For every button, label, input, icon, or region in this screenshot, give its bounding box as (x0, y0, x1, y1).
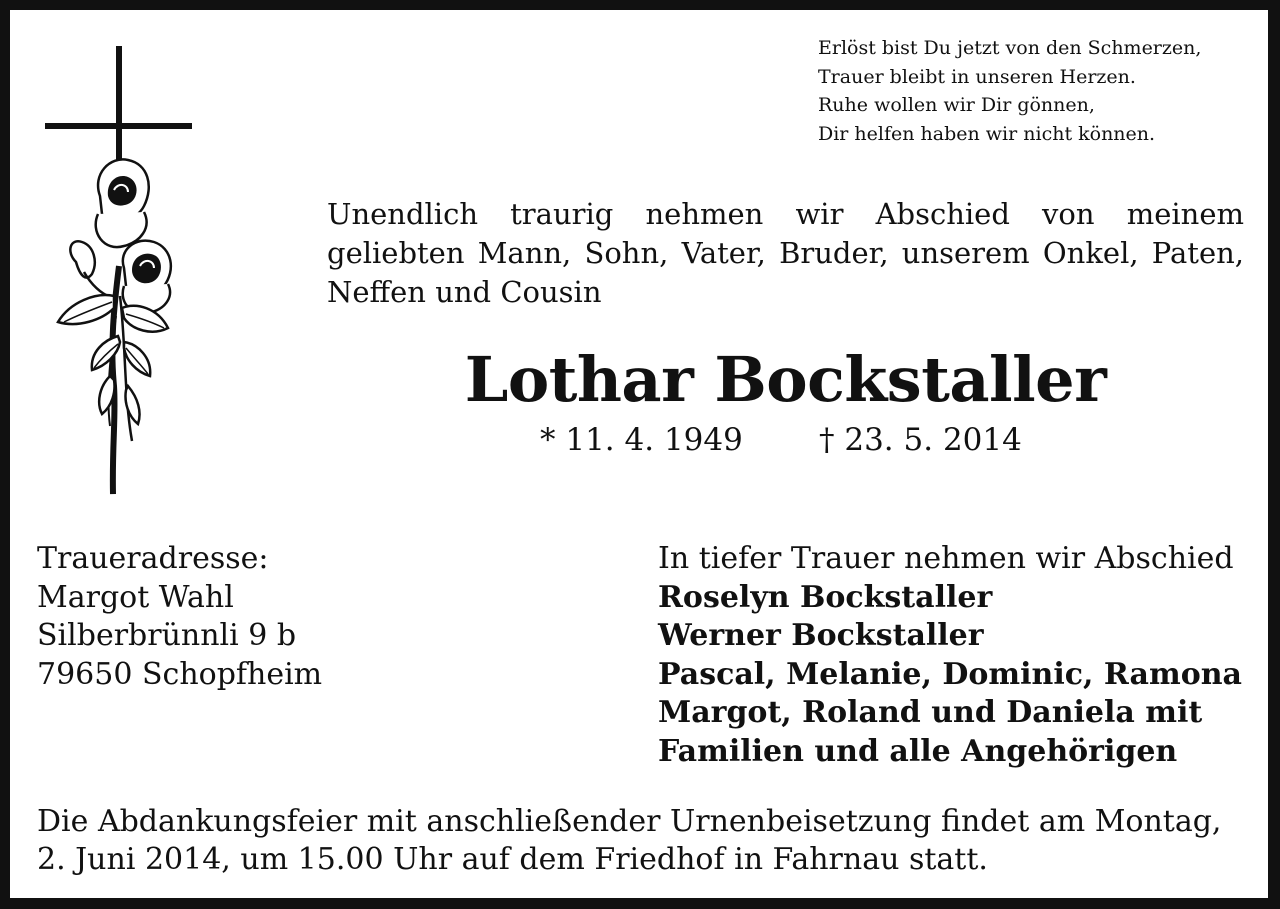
mourner-name: Werner Bockstaller (658, 618, 984, 653)
address-line: Margot Wahl (37, 579, 234, 615)
mourner-name: Margot, Roland und Daniela mit (658, 695, 1203, 730)
mourner-name: Roselyn Bockstaller (658, 579, 993, 615)
obituary-notice (10, 10, 1268, 898)
deceased-name: Lothar Bockstaller (464, 343, 1107, 416)
poem-line: Trauer bleibt in unseren Herzen. (818, 65, 1136, 88)
poem-line: Erlöst bist Du jetzt von den Schmerzen, (818, 37, 1202, 59)
address-line: 79650 Schopfheim (37, 656, 323, 692)
ceremony-line: 2. Juni 2014, um 15.00 Uhr auf dem Friedhof in Fahrnau statt. (37, 842, 988, 877)
cross-with-roses-icon (40, 46, 200, 506)
mourners-heading: In tiefer Trauer nehmen wir Abschied (658, 541, 1234, 576)
mourners-list (658, 540, 1242, 771)
ceremony-info (37, 803, 1249, 879)
death-date: † 23. 5. 2014 (819, 422, 1022, 458)
intro-text: Unendlich traurig nehmen wir Abschied von meinem geliebten Mann, Sohn, Vater, Bruder, unserem Onkel, Paten, Neffen und Cousin (327, 197, 1244, 309)
mourner-name: Familien und alle Angehörigen (658, 733, 1178, 769)
mourner-name: Pascal, Melanie, Dominic, Ramona (658, 656, 1242, 692)
poem (818, 34, 1258, 148)
ceremony-line: Die Abdankungsfeier mit anschließender Urnenbeisetzung findet am Montag, (37, 804, 1222, 839)
mourning-address (37, 540, 322, 694)
poem-line: Dir helfen haben wir nicht können. (818, 122, 1156, 145)
birth-date: * 11. 4. 1949 (540, 422, 743, 458)
poem-line: Ruhe wollen wir Dir gönnen, (818, 94, 1095, 116)
address-heading: Traueradresse: (37, 541, 269, 576)
address-line: Silberbrünnli 9 b (37, 618, 297, 653)
